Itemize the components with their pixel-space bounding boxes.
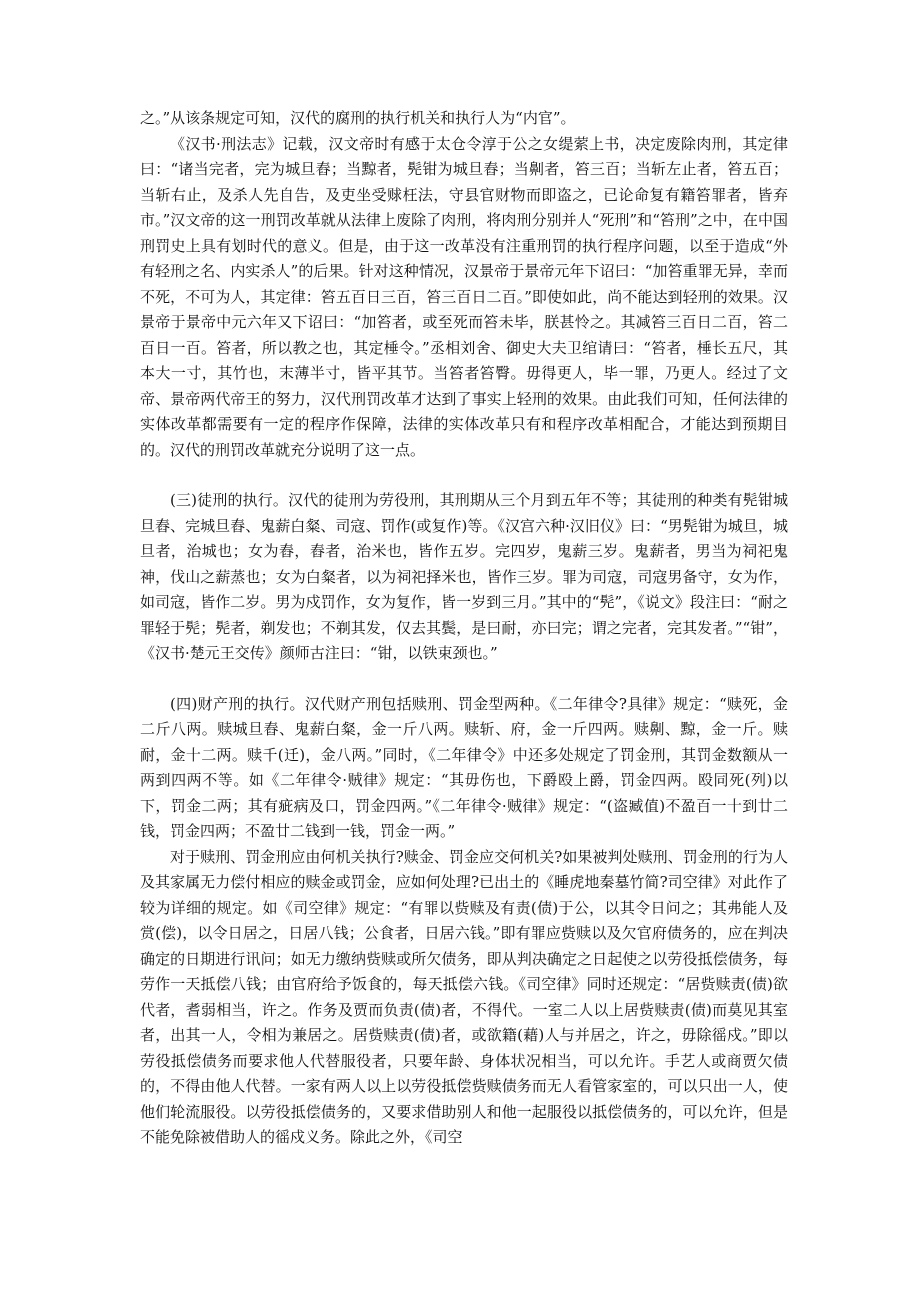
paragraph-gap: [140, 463, 788, 488]
paragraph-tuxing-execution: (三)徒刑的执行。汉代的徒刑为劳役刑，其刑期从三个月到五年不等；其徒刑的种类有髡钳城旦舂、完城旦舂、鬼薪白粲、司寇、罚作(或复作)等。《汉宫六种·汉旧仪》曰：“男髡钳为城旦，城旦者，治城也；女为舂，舂者，治米也，皆作五岁。完四岁，鬼薪三岁。鬼薪者，男当为祠祀鬼神，伐山之薪蒸也；女为白粲者，以为祠祀择米也，皆作三岁。罪为司寇，司寇男备守，女为作，如司寇，皆作二岁。男为戍罚作，女为复作，皆一岁到三月。”其中的“髡”，《说文》段注曰：“耐之罪轻于髡；髡者，剃发也；不剃其发，仅去其鬓，是曰耐，亦曰完；谓之完者，完其发者。”“钳”，《汉书·楚元王交传》颜师古注曰：“钳，以铁束颈也。”: [140, 491, 788, 662]
paragraph-continuation: 之。”从该条规定可知，汉代的腐刑的执行机关和执行人为“内官”。: [140, 109, 576, 127]
paragraph-hanshu-xingfazhi: 《汉书·刑法志》记载，汉文帝时有感于太仓令淳于公之女缇萦上书，决定废除肉刑，其定律曰：“诸当完者，完为城旦舂；当黥者，髡钳为城旦舂；当劓者，笞三百；当斩左止者，笞五百；当斩右止，及杀人先自告，及吏坐受赇枉法，守县官财物而即盗之，已论命复有籍笞罪者，皆弃市。”汉文帝的这一刑罚改革就从法律上废除了肉刑，将肉刑分别并人“死刑”和“笞刑”之中，在中国刑罚史上具有划时代的意义。但是，由于这一改革没有注重刑罚的执行程序问题，以至于造成“外有轻刑之名、内实杀人”的后果。针对这种情况，汉景帝于景帝元年下诏曰：“加笞重罪无异，幸而不死，不可为人，其定律：笞五百日三百，笞三百日二百。”即使如此，尚不能达到轻刑的效果。汉景帝于景帝中元六年又下诏曰：“加笞者，或至死而笞未毕，朕甚怜之。其减笞三百日二百，笞二百日一百。笞者，所以教之也，其定棰令。”丞相刘舍、御史大夫卫绾请曰：“笞者，棰长五尺，其本大一寸，其竹也，末薄半寸，皆平其节。当笞者笞臀。毋得更人，毕一罪，乃更人。经过了文帝、景帝两代帝王的努力，汉代刑罚改革才达到了事实上轻刑的效果。由此我们可知，任何法律的实体改革都需要有一定的程序作保障，法律的实体改革只有和程序改革相配合，才能达到预期目的。汉代的刑罚改革就充分说明了这一点。: [140, 134, 788, 459]
paragraph-sikonglv: 对于赎刑、罚金刑应由何机关执行?赎金、罚金应交何机关?如果被判处赎刑、罚金刑的行为人及其家属无力偿付相应的赎金或罚金，应如何处理?已出土的《睡虎地秦墓竹简?司空律》对此作了较为详细的规定。如《司空律》规定：“有罪以赀赎及有责(债)于公，以其令日问之；其弗能人及赏(偿)，以令日居之，日居八钱；公食者，日居六钱。”即有罪应赀赎以及欠官府债务的，应在判决确定的日期进行讯问；如无力缴纳赀赎或所欠债务，即从判决确定之日起使之以劳役抵偿债务，每劳作一天抵偿八钱；由官府给予饭食的，每天抵偿六钱。《司空律》同时还规定：“居赀赎责(债)欲代者，耆弱相当，许之。作务及贾而负责(债)者，不得代。一室二人以上居赀赎责(债)而莫见其室者，出其一人，令相为兼居之。居赀赎责(债)者，或欲籍(藉)人与并居之，许之，毋除徭戍。”即以劳役抵偿债务而要求他人代替服役者，只要年龄、身体状况相当，可以允许。手艺人或商贾欠债的，不得由他人代替。一家有两人以上以劳役抵偿赀赎债务而无人看管家室的，可以只出一人，使他们轮流服役。以劳役抵偿债务的，又要求借助别人和他一起服役以抵偿债务的，可以允许，但是不能免除被借助人的徭戍义务。除此之外，《司空: [140, 847, 788, 1146]
document-body: [140, 106, 788, 1151]
paragraph-property-punishment: (四)财产刑的执行。汉代财产刑包括赎刑、罚金型两种。《二年律令?具律》规定：“赎死，金二斤八两。赎城旦舂、鬼薪白粲，金一斤八两。赎斩、府，金一斤四两。赎劓、黥，金一斤。赎耐，金十二两。赎千(迁)，金八两。”同时，《二年律令》中还多处规定了罚金刑，其罚金数额从一两到四两不等。如《二年律令·贼律》规定：“其毋伤也，下爵殴上爵，罚金四两。殴同死(列)以下，罚金二两；其有疵病及口，罚金四两。”《二年律令·贼律》规定：“(盗臧值)不盈百一十到廿二钱，罚金四两；不盈廿二钱到一钱，罚金一两。”: [140, 694, 788, 840]
paragraph-gap: [140, 667, 788, 692]
